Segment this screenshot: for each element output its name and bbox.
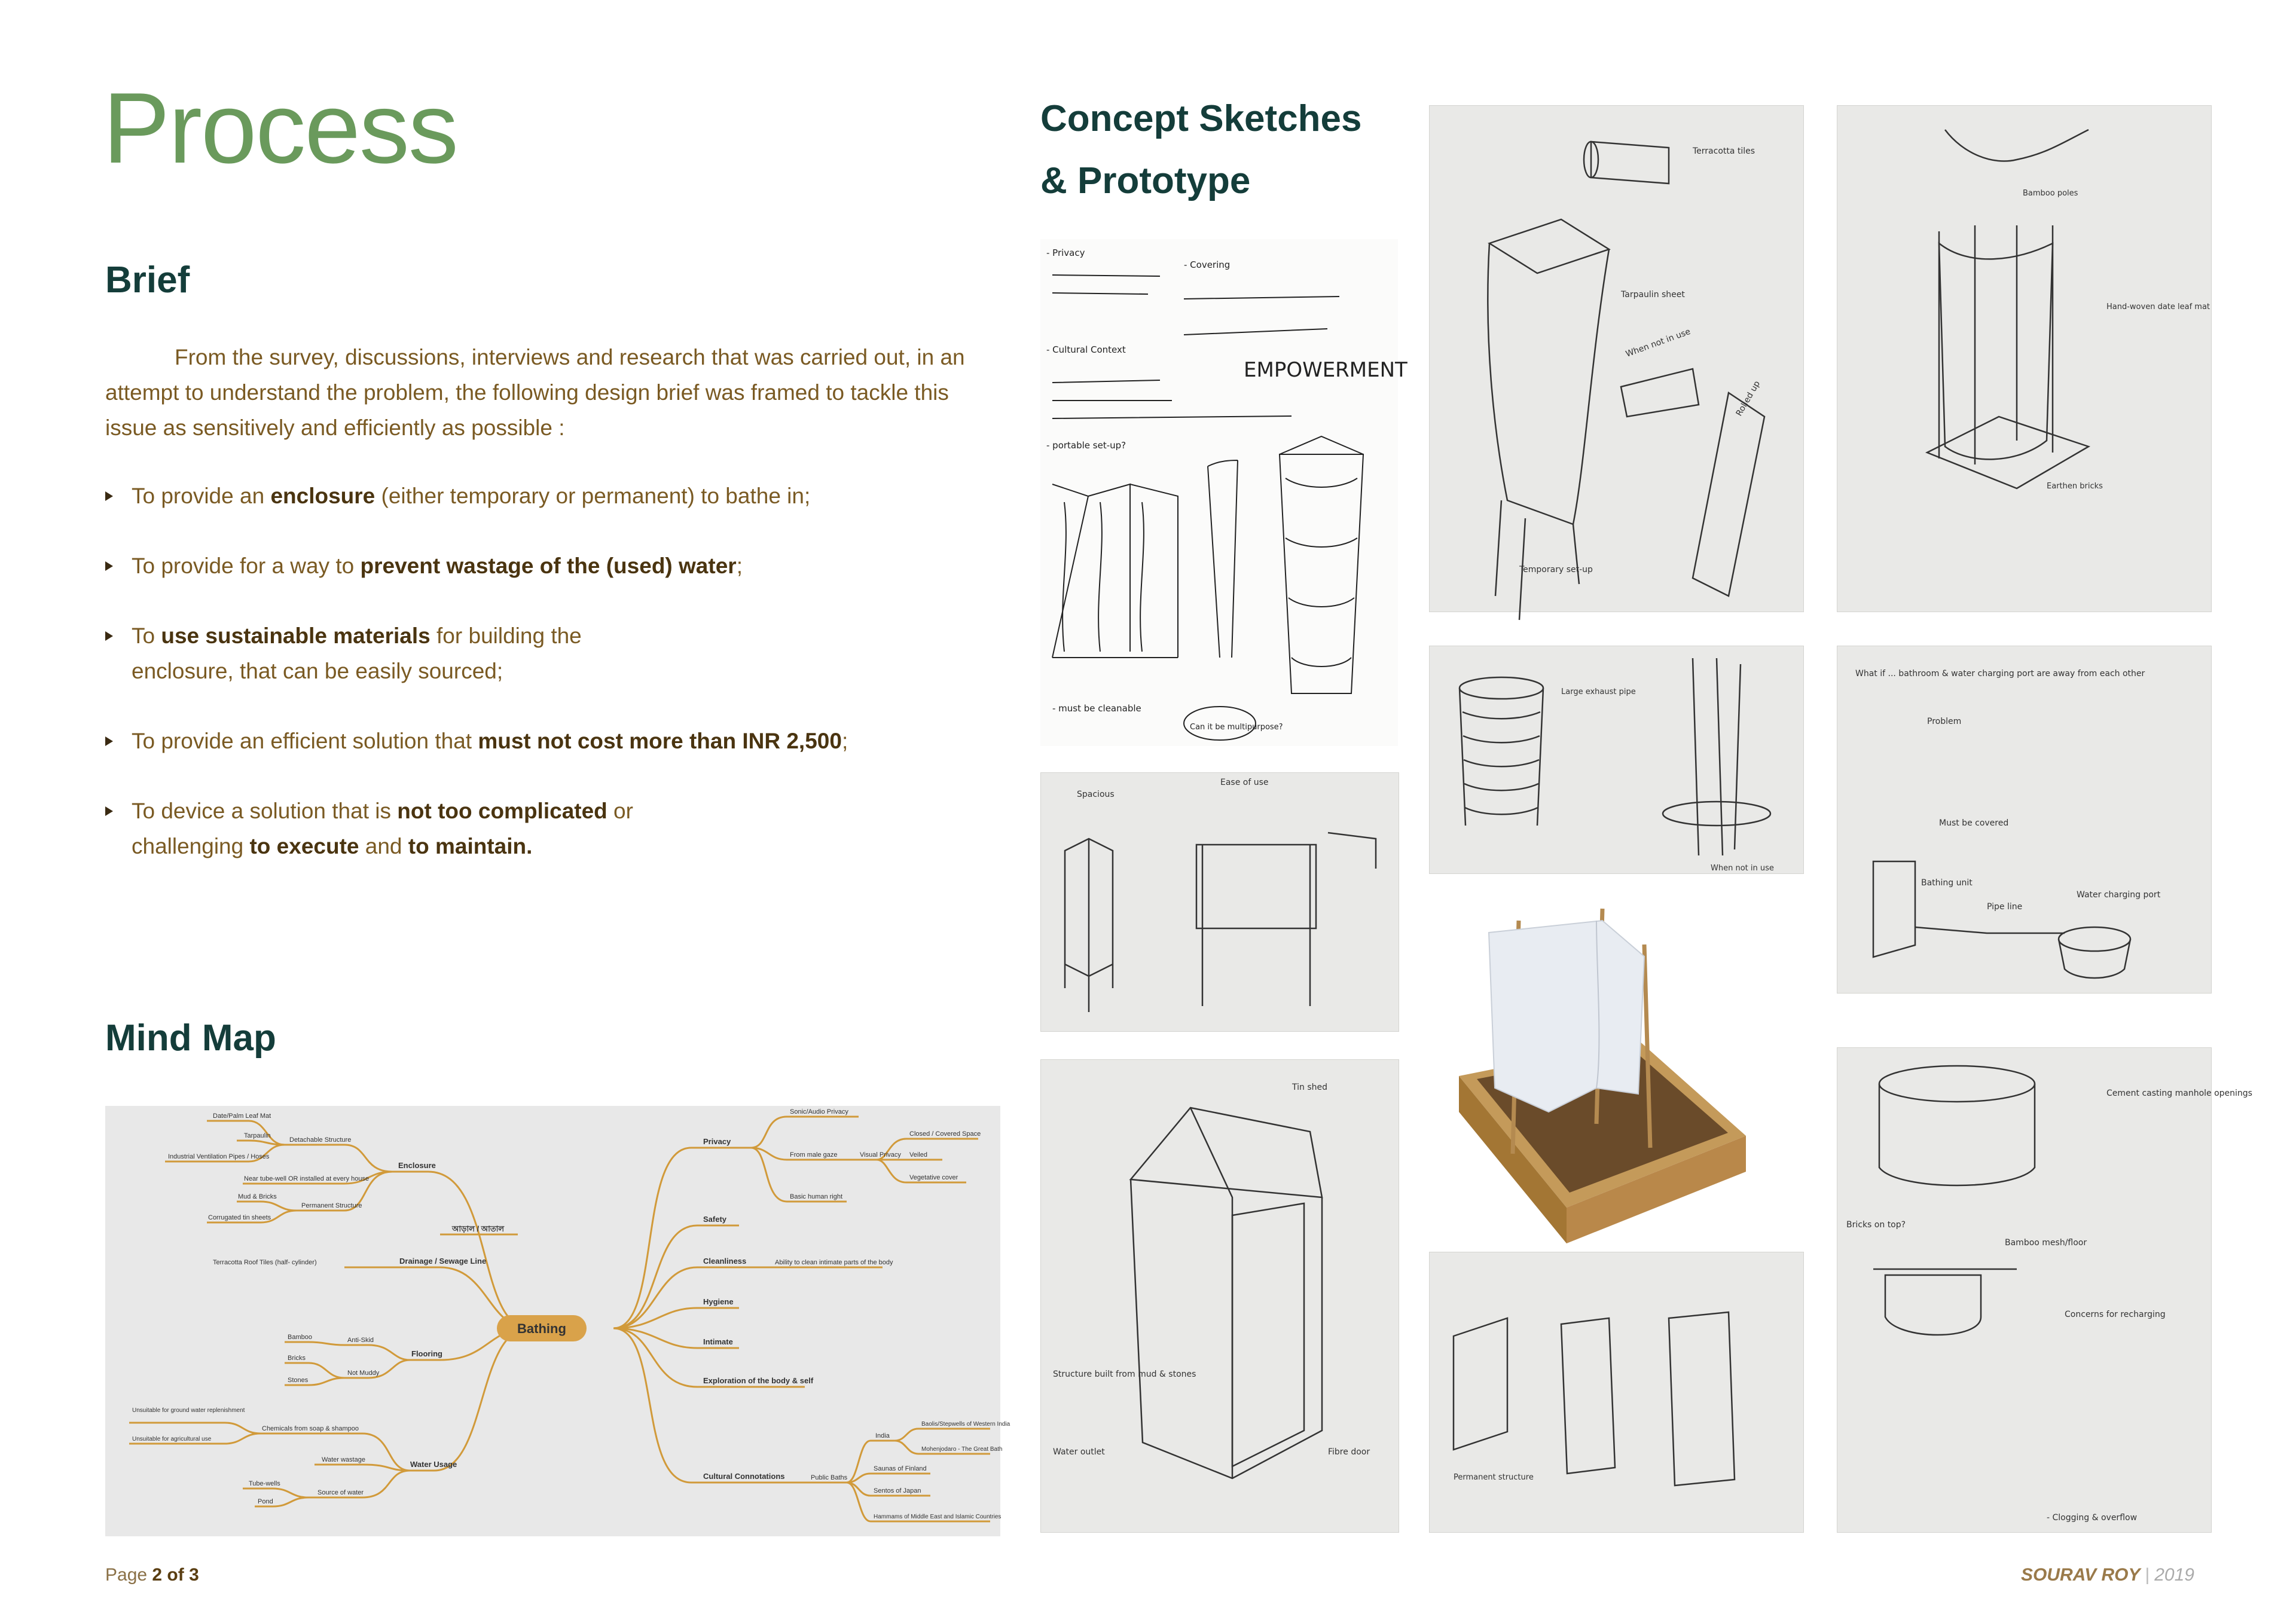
note: Pipe line	[1987, 902, 2023, 912]
note: Can it be multipurpose?	[1190, 723, 1283, 732]
node-leaf: Date/Palm Leaf Mat	[213, 1112, 271, 1120]
node-safety: Safety	[703, 1215, 727, 1224]
note: EMPOWERMENT	[1244, 358, 1407, 382]
sketch-bamboo-panel	[1837, 105, 2212, 612]
bullet-triangle-icon	[105, 491, 113, 501]
sketch-exhaust-pipe	[1429, 646, 1804, 874]
node-leaf: Sonic/Audio Privacy	[790, 1108, 848, 1115]
node-leaf: Sentos of Japan	[874, 1487, 921, 1494]
brief-paragraph	[105, 340, 984, 445]
node-leaf: Ability to clean intimate parts of the body	[775, 1259, 893, 1266]
note: Rolled up	[1734, 379, 1763, 418]
node-leaf: Veiled	[909, 1151, 927, 1159]
brief-bullet	[105, 548, 990, 583]
sketch-mud-structure	[1040, 1059, 1399, 1533]
sketch-notes-drawing	[1040, 239, 1407, 746]
branch-enclosure	[428, 1172, 530, 1328]
note: Concerns for recharging	[2065, 1310, 2166, 1319]
bullet-text: ;	[736, 554, 743, 578]
node-leaf: Vegetative cover	[909, 1174, 958, 1181]
node-leaf: Tarpaulin	[244, 1132, 271, 1139]
node-leaf: Terracotta Roof Tiles (half- cylinder)	[213, 1259, 317, 1266]
note: Tarpaulin sheet	[1621, 290, 1685, 299]
node-enclosure: Enclosure	[398, 1161, 436, 1170]
brief-heading: Brief	[105, 259, 190, 301]
node-leaf: Pond	[258, 1498, 273, 1505]
brief-paragraph-text: From the survey, discussions, interviews and research that was carried out, in an attempt to understand the problem, the following design brief was framed to tackle this issue as sensitively and efficiently as possible :	[105, 345, 965, 440]
bullet-text: To provide for a way to	[132, 554, 361, 578]
bullet-emphasis: enclosure	[270, 484, 375, 508]
note: What if ... bathroom & water charging port are away from each other	[1855, 669, 2145, 678]
prototype-photo	[1447, 897, 1758, 1243]
brief-bullet-list	[105, 478, 990, 898]
sketch-tarpaulin-drawing	[1430, 106, 1803, 612]
sketch-permanent-drawing	[1430, 1252, 1803, 1532]
bullet-triangle-icon	[105, 736, 113, 746]
footer-year: 2019	[2154, 1565, 2194, 1585]
mind-map-panel	[105, 1106, 1010, 1536]
note: - Covering	[1184, 259, 1231, 270]
note: Earthen bricks	[2047, 482, 2103, 491]
author-credit	[2021, 1565, 2194, 1585]
note: Bamboo mesh/floor	[2005, 1238, 2087, 1248]
note: - Privacy	[1046, 247, 1085, 258]
node-leaf: Hammams of Middle East and Islamic Countries	[874, 1514, 1002, 1520]
node-visual: Visual Privacy	[860, 1151, 901, 1159]
sketch-manhole	[1837, 1047, 2252, 1533]
bullet-emphasis: must not cost more than INR 2,500	[478, 729, 842, 753]
node-leaf: Bamboo	[288, 1334, 312, 1341]
note: Large exhaust pipe	[1561, 687, 1636, 696]
note: Fibre door	[1328, 1447, 1370, 1457]
note: - must be cleanable	[1052, 703, 1141, 714]
note: Hand-woven date leaf mat	[2106, 302, 2210, 311]
center-node-label: Bathing	[517, 1321, 566, 1336]
brief-bullet	[105, 478, 990, 514]
sketch-manhole-drawing	[1837, 1048, 2252, 1532]
sketch-exhaust-drawing	[1430, 646, 1803, 873]
node-privacy: Privacy	[703, 1137, 731, 1146]
brief-bullet	[105, 618, 670, 689]
node-cleanliness: Cleanliness	[703, 1257, 747, 1266]
note: Problem	[1927, 717, 1962, 726]
node-leaf: Saunas of Finland	[874, 1465, 927, 1472]
brief-bullet	[105, 723, 990, 759]
sketch-notes-panel	[1040, 239, 1407, 746]
note: Must be covered	[1939, 818, 2009, 828]
note: Water outlet	[1053, 1447, 1105, 1457]
sketch-bamboo-drawing	[1837, 106, 2211, 612]
node-leaf: Mohenjodaro - The Great Bath	[921, 1446, 1003, 1453]
note: Water charging port	[2077, 890, 2161, 900]
bullet-text: To	[132, 623, 161, 648]
note: Bricks on top?	[1846, 1220, 1906, 1230]
bullet-emphasis: use sustainable materials	[161, 623, 430, 648]
node-detachable: Detachable Structure	[289, 1136, 352, 1144]
node-gaze: From male gaze	[790, 1151, 838, 1159]
bullet-triangle-icon	[105, 806, 113, 816]
mind-map-diagram	[105, 1106, 1010, 1536]
bullet-emphasis: not too complicated	[397, 799, 607, 823]
concept-heading-line2: & Prototype	[1040, 160, 1251, 201]
note: Bamboo poles	[2023, 189, 2078, 198]
note: - Clogging & overflow	[2047, 1513, 2138, 1523]
bullet-text: and	[359, 834, 408, 858]
node-notmuddy: Not Muddy	[347, 1370, 380, 1377]
node-leaf: Bricks	[288, 1355, 306, 1362]
note: Spacious	[1077, 790, 1115, 799]
node-antiskid: Anti-Skid	[347, 1337, 374, 1344]
page-number	[105, 1565, 199, 1585]
bullet-text: To device a solution that is	[132, 799, 398, 823]
bullet-text: or challenging	[132, 799, 633, 858]
node-source: Source of water	[317, 1489, 364, 1496]
note: Tin shed	[1292, 1083, 1328, 1092]
sketch-panels-view	[1040, 772, 1399, 1032]
prototype-illustration	[1447, 897, 1758, 1243]
node-leaf: Tube-wells	[249, 1480, 280, 1487]
author-name: SOURAV ROY	[2020, 1565, 2141, 1585]
node-leaf: Corrugated tin sheets	[208, 1214, 271, 1221]
node-india: India	[875, 1432, 890, 1439]
sketch-tarpaulin-panel	[1429, 105, 1804, 612]
bullet-text: ;	[841, 729, 848, 753]
node-permanent: Permanent Structure	[301, 1202, 362, 1209]
node-drainage: Drainage / Sewage Line	[399, 1257, 487, 1266]
note: Ease of use	[1220, 778, 1269, 787]
node-leaf: Water wastage	[322, 1456, 365, 1463]
footer-separator: |	[2145, 1565, 2150, 1585]
note: Temporary set-up	[1519, 565, 1593, 574]
sketch-water-port	[1837, 646, 2212, 994]
bullet-text: To provide an efficient solution that	[132, 729, 478, 753]
page-prefix: Page	[105, 1565, 152, 1585]
node-leaf: Closed / Covered Space	[909, 1130, 981, 1138]
node-leaf: Industrial Ventilation Pipes / Hoses	[168, 1153, 270, 1160]
branch-water	[434, 1328, 530, 1471]
node-leaf: Unsuitable for agricultural use	[132, 1436, 212, 1442]
sketch-mud-drawing	[1041, 1060, 1399, 1532]
branch-cultural	[613, 1328, 691, 1483]
note: Terracotta tiles	[1693, 146, 1755, 156]
concept-heading-line1: Concept Sketches	[1040, 98, 1362, 139]
sketch-permanent-structure	[1429, 1252, 1804, 1533]
sketch-water-port-drawing	[1837, 646, 2211, 993]
note: - Cultural Context	[1046, 344, 1126, 355]
bullet-triangle-icon	[105, 631, 113, 641]
bullet-triangle-icon	[105, 561, 113, 571]
node-leaf: Near tube-well OR installed at every house	[244, 1175, 370, 1182]
node-leaf: Mud & Bricks	[238, 1193, 277, 1200]
bullet-emphasis: prevent wastage of the (used) water	[360, 554, 737, 578]
bullet-text: To provide an	[132, 484, 271, 508]
note: Structure built from mud & stones	[1053, 1370, 1196, 1379]
node-leaf: Basic human right	[790, 1193, 843, 1200]
bullet-emphasis: to maintain.	[408, 834, 533, 858]
node-leaf: Stones	[288, 1377, 309, 1384]
node-public-baths: Public Baths	[811, 1474, 848, 1481]
node-hygiene: Hygiene	[703, 1297, 734, 1306]
node-exploration: Exploration of the body & self	[703, 1376, 814, 1385]
note: Permanent structure	[1454, 1473, 1534, 1482]
bullet-text: for building the enclosure, that can be easily sourced;	[132, 623, 582, 683]
node-water-usage: Water Usage	[410, 1460, 457, 1469]
note: - portable set-up?	[1046, 440, 1126, 451]
node-leaf: Baolis/Stepwells of Western India	[921, 1421, 1010, 1428]
note: Bathing unit	[1921, 878, 1973, 888]
bullet-emphasis: to execute	[249, 834, 359, 858]
node-chemicals: Chemicals from soap & shampoo	[262, 1425, 359, 1432]
page-count: 2 of 3	[152, 1565, 199, 1585]
bullet-text: (either temporary or permanent) to bathe in;	[375, 484, 811, 508]
node-cultural: Cultural Connotations	[703, 1472, 785, 1481]
mind-map-heading: Mind Map	[105, 1017, 276, 1059]
node-flooring: Flooring	[411, 1349, 442, 1358]
node-intimate: Intimate	[703, 1337, 733, 1346]
node-script: আড়াল / আতাল	[452, 1224, 505, 1233]
page-title: Process	[103, 72, 457, 184]
node-leaf: Unsuitable for ground water replenishment	[132, 1407, 245, 1414]
sketch-panels-drawing	[1041, 773, 1399, 1031]
note: Cement casting manhole openings	[2106, 1089, 2252, 1098]
brief-bullet	[105, 793, 741, 864]
note: When not in use	[1711, 864, 1774, 873]
note: When not in use	[1624, 326, 1692, 359]
